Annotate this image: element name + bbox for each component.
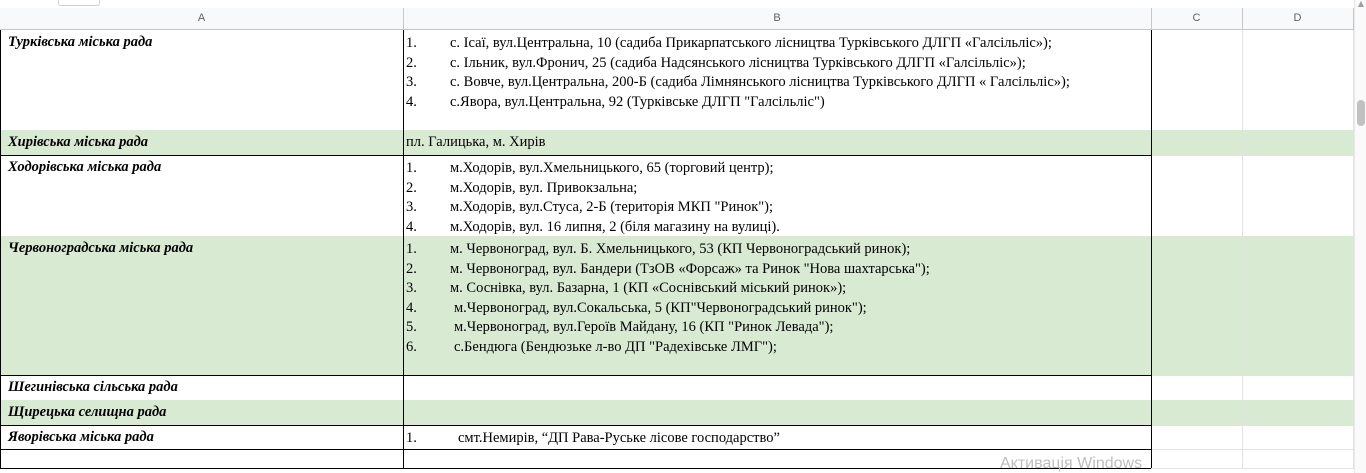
list-number: 2.: [406, 54, 417, 71]
cell-d[interactable]: [1242, 400, 1354, 426]
cell-a[interactable]: [0, 449, 404, 469]
list-item: [406, 279, 930, 299]
list-item: [406, 73, 1070, 93]
cell-c[interactable]: [1151, 130, 1243, 156]
column-headers: [0, 8, 1354, 30]
list-number: 4.: [406, 93, 417, 110]
cell-b[interactable]: [403, 236, 1152, 376]
table-row: [0, 30, 1354, 131]
table-row: [0, 375, 1354, 401]
table-row: [0, 130, 1354, 156]
cell-a[interactable]: [0, 155, 404, 237]
column-header-b[interactable]: B: [403, 8, 1152, 29]
list-text: с. Вовче, вул.Центральна, 200-Б (садиба Лімнянського лісництва Турківського ДЛГП « Галсільліс»);: [450, 74, 1070, 90]
cell-a[interactable]: [0, 30, 404, 131]
list-number: 1.: [406, 241, 417, 257]
location-text: пл. Галицька, м. Хирів: [406, 134, 546, 150]
list-number: 1.: [406, 35, 417, 51]
list-number: 4.: [406, 299, 417, 316]
cell-c[interactable]: [1151, 30, 1243, 131]
cell-b[interactable]: [403, 130, 1152, 156]
list-number: 3.: [406, 74, 417, 90]
cell-c[interactable]: [1151, 375, 1243, 401]
list-number: 2.: [406, 179, 417, 196]
list-number: 3.: [406, 280, 417, 296]
council-name: Яворівська міська рада: [8, 429, 154, 445]
table-row: [0, 236, 1354, 376]
list-item: [406, 299, 930, 319]
list-item: [406, 260, 930, 280]
list-item: [406, 159, 780, 179]
list-text: м.Червоноград, вул.Героїв Майдану, 16 (КП "Ринок Левада");: [454, 319, 834, 335]
location-list: [406, 34, 1070, 112]
list-item: [406, 338, 930, 358]
list-text: смт.Немирів, “ДП Рава-Руське лісове господарство”: [458, 430, 780, 446]
table-row: [0, 425, 1354, 450]
cell-b[interactable]: [403, 30, 1152, 131]
location-list: [406, 429, 780, 449]
council-name: Шегинівська сільська рада: [8, 379, 178, 395]
table-row: [0, 400, 1354, 426]
list-item: [406, 179, 780, 199]
list-number: 1.: [406, 160, 417, 176]
column-header-d[interactable]: D: [1242, 8, 1354, 29]
list-text: с.Явора, вул.Центральна, 92 (Турківське ДЛГП "Галсільліс"): [450, 93, 825, 110]
cell-a[interactable]: [0, 400, 404, 426]
list-text: м.Ходорів, вул.Стуса, 2-Б (територія МКП "Ринок");: [450, 199, 774, 215]
cell-c[interactable]: [1151, 449, 1243, 469]
list-text: м.Ходорів, вул. 16 липня, 2 (біля магазину на вулиці).: [450, 218, 780, 235]
cell-d[interactable]: [1242, 375, 1354, 401]
windows-activation-watermark: Активація Windows: [1000, 455, 1143, 472]
column-header-a[interactable]: A: [0, 8, 404, 29]
cell-c[interactable]: [1151, 400, 1243, 426]
cell-d[interactable]: [1242, 425, 1354, 450]
council-name: Хирівська міська рада: [8, 134, 149, 150]
council-name: Ходорівська міська рада: [8, 159, 162, 175]
cell-d[interactable]: [1242, 449, 1354, 469]
cell-d[interactable]: [1242, 155, 1354, 237]
list-text: м.Ходорів, вул. Привокзальна;: [450, 179, 638, 196]
scroll-up-icon[interactable]: ▲: [1357, 0, 1365, 8]
list-text: м.Ходорів, вул.Хмельницького, 65 (торговий центр);: [450, 160, 774, 176]
list-item: [406, 54, 1070, 74]
cell-a[interactable]: [0, 375, 404, 401]
cell-a[interactable]: [0, 130, 404, 156]
council-name: Турківська міська рада: [8, 34, 153, 50]
list-text: м.Червоноград, вул.Сокальська, 5 (КП"Червоноградський ринок");: [454, 299, 867, 316]
cell-b[interactable]: [403, 375, 1152, 401]
list-number: 4.: [406, 218, 417, 235]
location-list: [406, 159, 780, 237]
list-item: [406, 93, 1070, 113]
list-item: [406, 198, 780, 218]
list-text: м. Червоноград, вул. Б. Хмельницького, 53 (КП Червоноградський ринок);: [450, 241, 911, 257]
cell-a[interactable]: [0, 425, 404, 450]
cell-a[interactable]: [0, 236, 404, 376]
table-row: [0, 155, 1354, 237]
list-text: с.Бендюга (Бендюзьке л-во ДП "Радехівське ЛМГ");: [454, 338, 777, 355]
cell-c[interactable]: [1151, 155, 1243, 237]
cell-b[interactable]: [403, 155, 1152, 237]
vertical-scrollbar[interactable]: [1354, 0, 1366, 473]
council-name: Червоноградська міська рада: [8, 240, 194, 256]
cell-d[interactable]: [1242, 236, 1354, 376]
toolbar-control[interactable]: [58, 0, 100, 6]
column-header-c[interactable]: C: [1151, 8, 1243, 29]
list-text: с. Ільник, вул.Фронич, 25 (садиба Надсянського лісництва Турківського ДЛГП «Галсільліс»);: [450, 54, 1026, 71]
cell-c[interactable]: [1151, 425, 1243, 450]
cell-c[interactable]: [1151, 236, 1243, 376]
location-list: [406, 240, 930, 357]
list-number: 1.: [406, 430, 417, 446]
council-name: Щирецька селищна рада: [8, 404, 167, 420]
list-number: 2.: [406, 260, 417, 277]
list-number: 6.: [406, 338, 417, 355]
cell-d[interactable]: [1242, 30, 1354, 131]
table-row: [0, 449, 1354, 469]
list-item: [406, 318, 930, 338]
list-text: с. Ісаї, вул.Центральна, 10 (садиба Прикарпатського лісництва Турківського ДЛГП «Галсільліс»);: [450, 35, 1052, 51]
list-item: [406, 429, 780, 449]
cell-b[interactable]: [403, 400, 1152, 426]
cell-b[interactable]: [403, 425, 1152, 450]
list-item: [406, 240, 930, 260]
list-number: 3.: [406, 199, 417, 215]
list-text: м. Соснівка, вул. Базарна, 1 (КП «Соснівський міський ринок»);: [450, 280, 847, 296]
cell-d[interactable]: [1242, 130, 1354, 156]
list-text: м. Червоноград, вул. Бандери (ТзОВ «Форсаж» та Ринок "Нова шахтарська");: [450, 260, 930, 277]
list-number: 5.: [406, 319, 417, 335]
list-item: [406, 34, 1070, 54]
scrollbar-thumb[interactable]: [1357, 100, 1365, 126]
list-item: [406, 218, 780, 238]
